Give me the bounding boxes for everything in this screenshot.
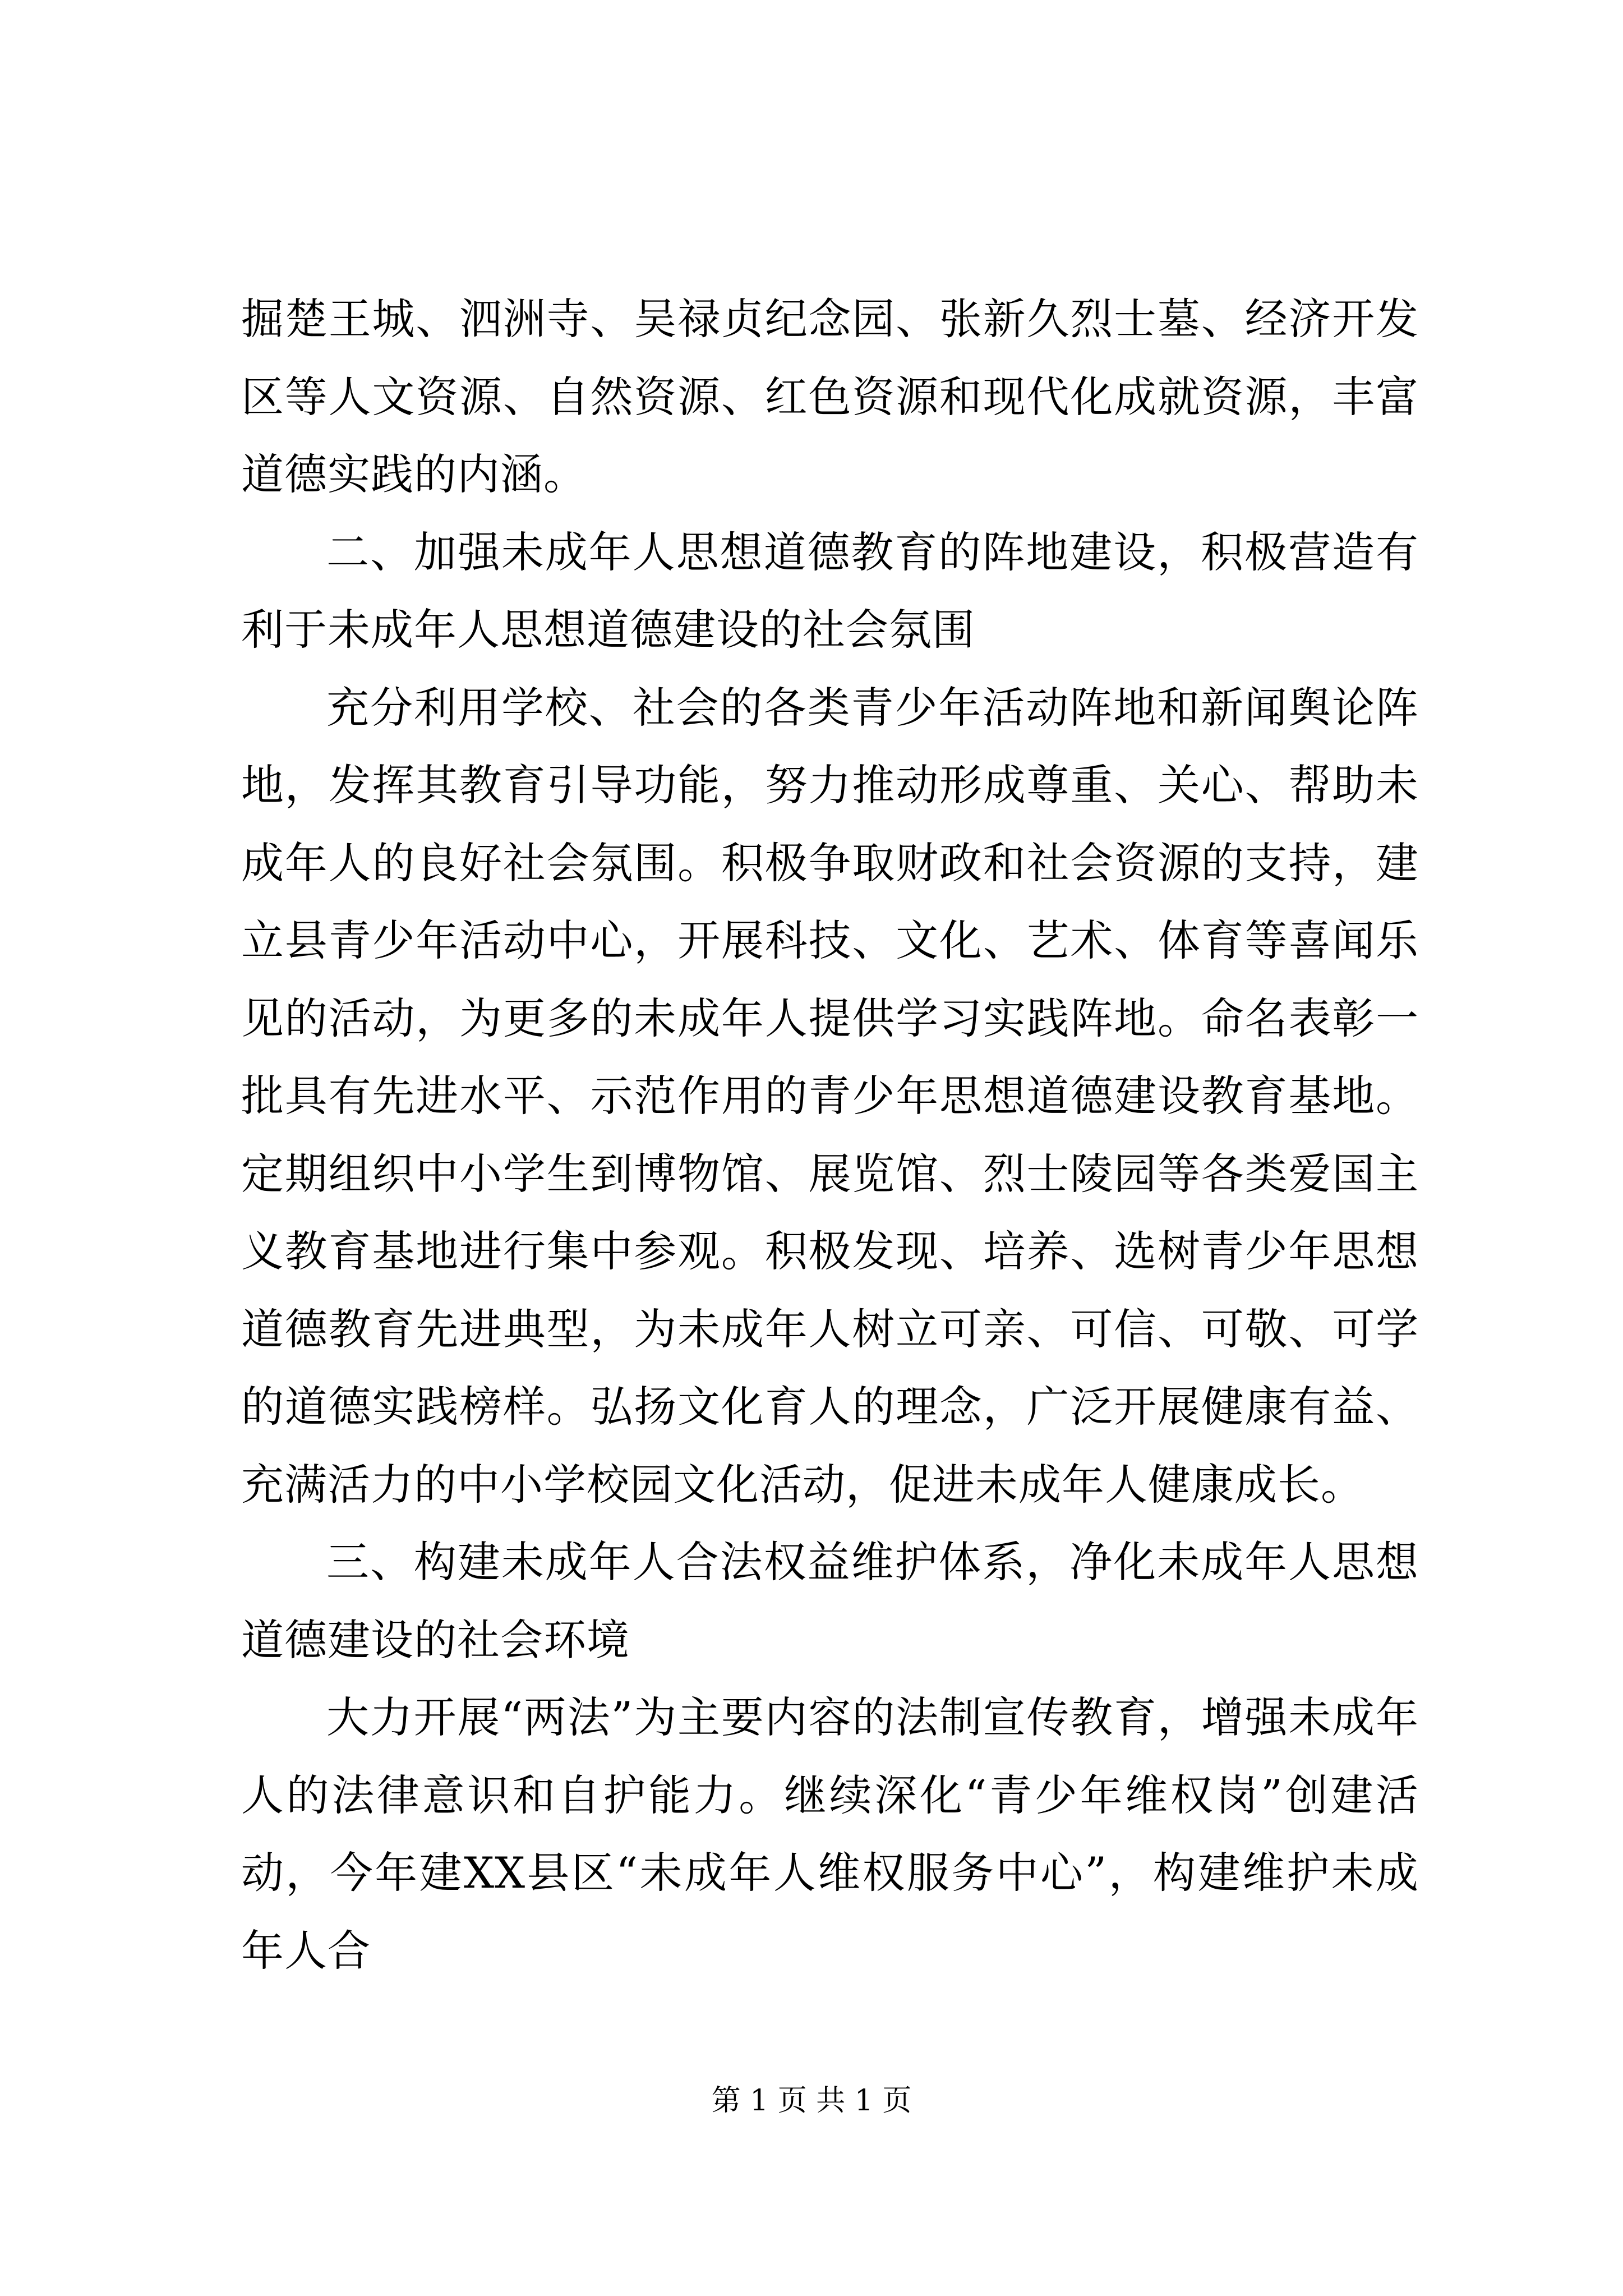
paragraph-section-2: 充分利用学校、社会的各类青少年活动阵地和新闻舆论阵地，发挥其教育引导功能，努力推动形成尊重、关心、帮助未成年人的良好社会氛围。积极争取财政和社会资源的支持，建立县青少年活动中心，开展科技、文化、艺术、体育等喜闻乐见的活动，为更多的未成年人提供学习实践阵地。命名表彰一批具有先进水平、示范作用的青少年思想道德建设教育基地。定期组织中小学生到博物馆、展览馆、烈士陵园等各类爱国主义教育基地进行集中参观。积极发现、培养、选树青少年思想道德教育先进典型，为未成年人树立可亲、可信、可敬、可学的道德实践榜样。弘扬文化育人的理念，广泛开展健康有益、充满活力的中小学校园文化活动，促进未成年人健康成长。 <box>241 682 1419 1510</box>
section-heading-3: 三、构建未成年人合法权益维护体系，净化未成年人思想道德建设的社会环境 <box>241 1537 1419 1665</box>
body-text <box>241 280 1419 1990</box>
paragraph-continuation: 掘楚王城、泗洲寺、吴禄贞纪念园、张新久烈士墓、经济开发区等人文资源、自然资源、红色资源和现代化成就资源，丰富道德实践的内涵。 <box>241 294 1419 499</box>
section-heading-2: 二、加强未成年人思想道德教育的阵地建设，积极营造有利于未成年人思想道德建设的社会氛围 <box>241 527 1419 655</box>
page-footer: 第 1 页 共 1 页 <box>711 2084 912 2118</box>
paragraph-section-3: 大力开展“两法”为主要内容的法制宣传教育，增强未成年人的法律意识和自护能力。继续深化“青少年维权岗”创建活动，今年建XX县区“未成年人维权服务中心”，构建维护未成年人合 <box>241 1692 1419 1976</box>
